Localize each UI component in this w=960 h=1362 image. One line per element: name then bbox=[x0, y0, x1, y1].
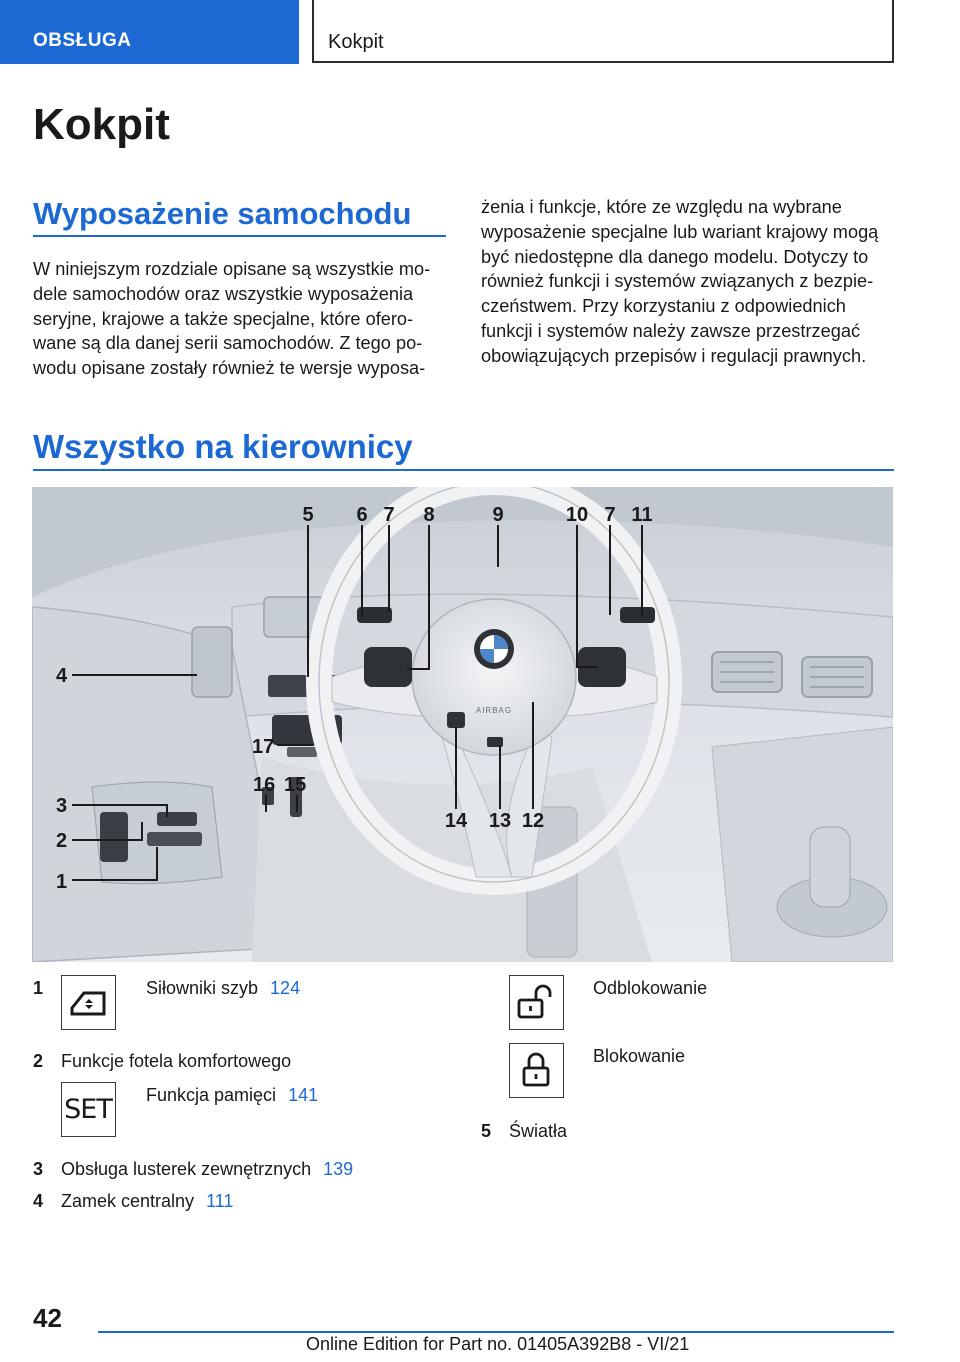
page-reference-link[interactable]: 141 bbox=[288, 1085, 319, 1105]
legend-number-1: 1 bbox=[33, 978, 44, 998]
page-reference-link[interactable]: 111 bbox=[206, 1191, 234, 1211]
page-title: Kokpit bbox=[33, 100, 170, 149]
section-tab bbox=[0, 0, 299, 64]
footer-edition: Online Edition for Part no. 01405A392B8 - VI/21 bbox=[306, 1334, 690, 1354]
page-number: 42 bbox=[33, 1303, 62, 1333]
legend-number-3: 3 bbox=[33, 1159, 44, 1179]
section-rule bbox=[33, 235, 446, 237]
section-heading-equipment: Wyposażenie samochodu bbox=[33, 196, 412, 231]
page-reference-link[interactable]: 139 bbox=[323, 1159, 354, 1179]
section-rule bbox=[33, 469, 894, 471]
section-heading-steering-wheel: Wszystko na kierownicy bbox=[33, 428, 413, 465]
section-title: Kokpit bbox=[328, 31, 384, 53]
legend-item-2: Funkcje fotela komfortowego bbox=[61, 1051, 292, 1071]
text-line: wyposażenie specjalne lub wariant krajowy mogą bbox=[481, 221, 879, 242]
text-line: czeństwem. Przy korzystaniu z odpowiednich bbox=[481, 296, 846, 317]
section-tab-label: OBSŁUGA bbox=[33, 30, 132, 51]
legend-label: Siłowniki szyb bbox=[146, 978, 259, 998]
legend-item-4 bbox=[61, 1191, 233, 1212]
legend-item-3 bbox=[61, 1159, 353, 1180]
legend-label: Obsługa lusterek zewnętrznych bbox=[61, 1159, 312, 1179]
text-line: żenia i funkcje, które ze względu na wybrane bbox=[481, 197, 842, 217]
callout-1: 1 bbox=[56, 871, 68, 893]
lock-icon bbox=[509, 1043, 564, 1098]
intro-paragraph-col1 bbox=[33, 257, 430, 381]
legend-number-4: 4 bbox=[33, 1191, 44, 1211]
legend-item-5: Światła bbox=[509, 1121, 568, 1141]
set-icon-text: SET bbox=[64, 1094, 112, 1125]
footer-rule bbox=[98, 1331, 894, 1333]
window-lifter-icon bbox=[61, 975, 116, 1030]
section-title-box bbox=[312, 0, 894, 63]
legend-item-1 bbox=[146, 978, 300, 999]
callout-14: 14 bbox=[444, 810, 468, 832]
text-line: funkcji i systemów należy zawsze przestrzegać bbox=[481, 320, 861, 341]
callout-6: 6 bbox=[356, 504, 368, 526]
callout-12: 12 bbox=[521, 810, 545, 832]
callout-7-left: 7 bbox=[383, 504, 395, 526]
text-line: być niedostępne dla danego modelu. Dotyczy to bbox=[481, 246, 869, 267]
callout-2: 2 bbox=[56, 830, 68, 852]
callout-13: 13 bbox=[488, 810, 512, 832]
set-icon bbox=[61, 1082, 116, 1137]
text-line: dele samochodów oraz wszystkie wyposażenia bbox=[33, 283, 414, 304]
cockpit-illustration bbox=[32, 487, 893, 962]
intro-paragraph-col2 bbox=[481, 195, 878, 369]
legend-number-2: 2 bbox=[33, 1051, 44, 1071]
legend-label: Funkcja pamięci bbox=[146, 1085, 277, 1105]
text-line: wodu opisane zostały również te wersje wyposa- bbox=[33, 358, 426, 379]
legend-item-2-memory bbox=[146, 1085, 318, 1106]
callout-5: 5 bbox=[302, 504, 314, 526]
callout-4: 4 bbox=[56, 665, 68, 687]
text-line: W niniejszym rozdziale opisane są wszystkie mo- bbox=[33, 259, 431, 279]
callout-11: 11 bbox=[631, 504, 653, 526]
airbag-text: AIRBAG bbox=[475, 706, 513, 715]
callout-16: 16 bbox=[253, 774, 276, 796]
legend-label: Zamek centralny bbox=[61, 1191, 195, 1211]
callout-15: 15 bbox=[284, 774, 307, 796]
text-line: również funkcji i systemów związanych z bezpie- bbox=[481, 271, 874, 292]
page-reference-link[interactable]: 124 bbox=[270, 978, 301, 998]
callout-10: 10 bbox=[565, 504, 589, 526]
text-line: seryjne, krajowe a także specjalne, które ofero- bbox=[33, 308, 414, 329]
callout-17: 17 bbox=[252, 736, 275, 758]
text-line: obowiązujących przepisów i regulacji prawnych. bbox=[481, 345, 867, 366]
callout-7-right: 7 bbox=[604, 504, 616, 526]
legend-number-5: 5 bbox=[481, 1121, 492, 1141]
text-line: wane są dla danej serii samochodów. Z tego po- bbox=[33, 333, 423, 354]
callout-8: 8 bbox=[423, 504, 435, 526]
callout-9: 9 bbox=[492, 504, 504, 526]
legend-unlock-label: Odblokowanie bbox=[593, 978, 708, 998]
legend-lock-label: Blokowanie bbox=[593, 1046, 686, 1066]
callout-3: 3 bbox=[56, 795, 68, 817]
unlock-icon bbox=[509, 975, 564, 1030]
